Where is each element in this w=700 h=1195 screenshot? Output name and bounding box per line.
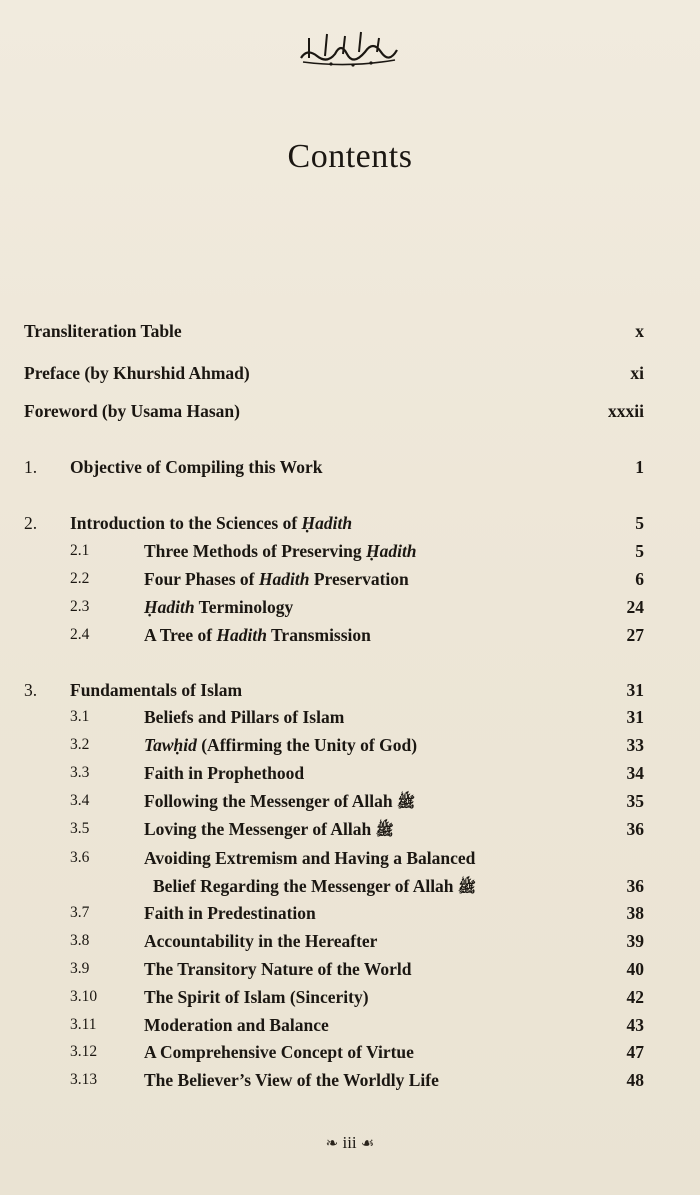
- page-footer: [0, 1133, 700, 1153]
- toc-page-number: 1: [635, 457, 644, 477]
- toc-entry-title: [144, 815, 394, 845]
- toc-title-emphasis: Ḥadith: [301, 513, 353, 533]
- toc-entry-title: [70, 453, 322, 481]
- toc-title-emphasis: Ḥadith: [365, 541, 417, 561]
- toc-section-row: [0, 621, 700, 649]
- toc-title-text: Avoiding Extremism and Having a Balanced: [144, 848, 476, 868]
- toc-title-text: The Transitory Nature of the World: [144, 959, 412, 979]
- toc-section-row: [0, 955, 700, 983]
- toc-title-text: Terminology: [194, 597, 294, 617]
- toc-chapter-row: [0, 453, 700, 481]
- toc-page-number: 33: [626, 735, 644, 755]
- toc-title-text: Objective of Compiling this Work: [70, 457, 323, 477]
- toc-entry-title: [144, 1011, 329, 1039]
- toc-section-row: [0, 593, 700, 621]
- toc-page-number: 34: [626, 763, 644, 783]
- toc-section-row: [0, 815, 700, 843]
- toc-title-emphasis: Hadith: [258, 569, 310, 589]
- toc-page-number: 31: [626, 707, 644, 727]
- toc-entry-title: [144, 955, 412, 983]
- toc-page-number: 27: [626, 625, 644, 645]
- toc-title-text: Preservation: [309, 569, 409, 589]
- toc-title-text: A Comprehensive Concept of Virtue: [144, 1042, 414, 1062]
- toc-entry-title: [70, 676, 242, 704]
- toc-entry-title: [153, 872, 476, 902]
- toc-page-number: x: [635, 321, 644, 341]
- toc-entry-title: [144, 1066, 439, 1094]
- toc-title-text: Transmission: [267, 625, 371, 645]
- toc-title-text: Three Methods of Preserving: [144, 541, 366, 561]
- toc-entry-title: [144, 593, 293, 621]
- toc-section-number: 3.10: [70, 988, 98, 1005]
- toc-entry-title: Transliteration Table: [24, 321, 182, 341]
- pbuh-honorific-icon: ﷺ: [396, 795, 416, 811]
- ornament-right-icon: ☙: [360, 1136, 375, 1152]
- toc-page-number: 40: [626, 959, 644, 979]
- toc-chapter-number: 3.: [24, 680, 38, 700]
- toc-page-number: 42: [626, 987, 644, 1007]
- toc-title-text: Beliefs and Pillars of Islam: [144, 707, 345, 727]
- toc-title-text: Faith in Predestination: [144, 903, 316, 923]
- toc-title-text: Moderation and Balance: [144, 1015, 329, 1035]
- toc-title-text: Faith in Prophethood: [144, 763, 305, 783]
- toc-section-number: 3.12: [70, 1043, 98, 1060]
- toc-page-number: 36: [626, 819, 644, 839]
- toc-section-row: [0, 899, 700, 927]
- toc-page-number: 36: [626, 876, 644, 896]
- toc-title-emphasis: Tawḥid: [144, 735, 197, 755]
- toc-front-matter-row: [0, 397, 700, 425]
- toc-section-number: 3.13: [70, 1071, 98, 1088]
- toc-section-row: [0, 565, 700, 593]
- toc-section-number: 3.4: [70, 792, 90, 809]
- toc-section-number: 3.1: [70, 708, 90, 725]
- toc-section-number: 3.6: [70, 849, 90, 866]
- toc-section-row: [0, 844, 700, 872]
- toc-section-number: 3.2: [70, 736, 90, 753]
- toc-title-text: (Affirming the Unity of God): [196, 735, 418, 755]
- toc-section-row: [0, 1011, 700, 1039]
- toc-page-number: 24: [626, 597, 644, 617]
- toc-section-number: 2.1: [70, 542, 90, 559]
- toc-page-number: 5: [635, 513, 644, 533]
- toc-section-row: [0, 787, 700, 815]
- toc-entry-title: [144, 899, 316, 927]
- toc-page-number: 31: [626, 680, 644, 700]
- toc-title-text: The Spirit of Islam (Sincerity): [144, 987, 369, 1007]
- ornament-left-icon: ❧: [325, 1136, 339, 1152]
- toc-page-number: 39: [626, 931, 644, 951]
- toc-chapter-number: 2.: [24, 513, 38, 533]
- page-number-label: iii: [342, 1133, 357, 1152]
- toc-section-number: 3.8: [70, 932, 90, 949]
- toc-page-number: 43: [626, 1015, 644, 1035]
- page-title: Contents: [287, 138, 413, 175]
- toc-entry-title: [144, 731, 417, 759]
- toc-title-text: Following the Messenger of Allah: [144, 791, 397, 811]
- toc-title-text: Loving the Messenger of Allah: [144, 819, 376, 839]
- toc-chapter-row: [0, 509, 700, 537]
- toc-entry-title: [144, 927, 377, 955]
- toc-entry-title: Preface (by Khurshid Ahmad): [24, 363, 250, 383]
- pbuh-honorific-icon: ﷺ: [457, 880, 477, 896]
- toc-entry-title: [144, 703, 344, 731]
- toc-entry-title: [144, 537, 417, 565]
- toc-title-text: Four Phases of: [144, 569, 259, 589]
- pbuh-honorific-icon: ﷺ: [375, 823, 394, 839]
- bismillah-calligraphy-icon: [295, 28, 403, 70]
- toc-page-number: xi: [630, 363, 644, 383]
- toc-section-row: [0, 731, 700, 759]
- toc-entry-title: [144, 759, 304, 787]
- toc-title-emphasis: Hadith: [216, 625, 267, 645]
- toc-entry-title: [144, 565, 409, 593]
- toc-section-number: 3.5: [70, 820, 90, 837]
- toc-entry-title: [144, 1038, 414, 1066]
- toc-title-emphasis: Ḥadith: [144, 597, 195, 617]
- toc-section-row: [0, 537, 700, 565]
- toc-section-continuation-row: [0, 872, 700, 900]
- toc-section-number: 3.3: [70, 764, 90, 781]
- toc-title-text: Fundamentals of Islam: [70, 680, 243, 700]
- toc-chapter-number: 1.: [24, 457, 38, 477]
- toc-page-number: 35: [626, 791, 644, 811]
- toc-title-text: A Tree of: [144, 625, 217, 645]
- toc-page-number: 48: [626, 1070, 644, 1090]
- toc-chapter-row: [0, 676, 700, 704]
- toc-page-number: 6: [635, 569, 644, 589]
- toc-page-number: 5: [635, 541, 644, 561]
- toc-section-number: 3.11: [70, 1016, 97, 1033]
- toc-page-number: 38: [626, 903, 644, 923]
- toc-front-matter-row: [0, 317, 700, 345]
- toc-front-matter-row: [0, 359, 700, 387]
- toc-entry-title: [144, 983, 369, 1011]
- toc-section-row: [0, 983, 700, 1011]
- toc-section-row: [0, 1066, 700, 1094]
- toc-page-number: 47: [626, 1042, 644, 1062]
- toc-section-row: [0, 927, 700, 955]
- toc-section-row: [0, 703, 700, 731]
- toc-title-text: The Believer’s View of the Worldly Life: [144, 1070, 439, 1090]
- toc-entry-title: [70, 509, 352, 537]
- toc-entry-title: [144, 621, 371, 649]
- toc-title-text: Belief Regarding the Messenger of Allah: [153, 876, 458, 896]
- toc-section-row: [0, 759, 700, 787]
- toc-section-number: 2.3: [70, 598, 90, 615]
- toc-page-number: xxxii: [608, 401, 644, 421]
- toc-section-row: [0, 1038, 700, 1066]
- toc-entry-title: [144, 787, 415, 817]
- toc-title-text: Introduction to the Sciences of: [70, 513, 302, 533]
- toc-section-number: 2.4: [70, 626, 90, 643]
- toc-entry-title: Foreword (by Usama Hasan): [24, 401, 240, 421]
- toc-section-number: 3.9: [70, 960, 90, 977]
- toc-entry-title: [144, 844, 475, 872]
- toc-section-number: 2.2: [70, 570, 90, 587]
- toc-section-number: 3.7: [70, 904, 90, 921]
- toc-title-text: Accountability in the Hereafter: [144, 931, 378, 951]
